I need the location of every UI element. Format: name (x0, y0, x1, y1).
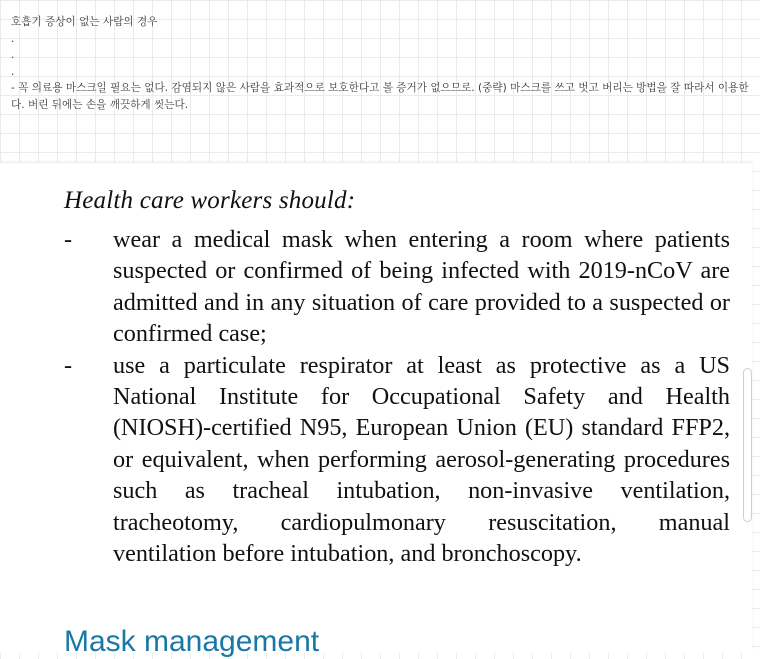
recommendation-list (64, 224, 730, 569)
scrollbar-thumb[interactable] (743, 368, 752, 522)
note-heading: 호흡기 증상이 없는 사람의 경우 (11, 16, 158, 28)
note-dot: . (11, 49, 15, 61)
list-item (64, 224, 730, 350)
bullet-dash: - (64, 351, 73, 379)
list-item-text: wear a medical mask when entering a room where patients suspected or confirmed of being infected with 2019-nCoV are admitted and in any situation of care provided to a suspected or confirmed case; (113, 226, 730, 348)
next-section-heading: Mask management (64, 625, 320, 658)
memo-note (11, 14, 753, 113)
note-dot: . (11, 65, 15, 78)
list-item (64, 350, 730, 570)
note-body: - 꼭 의료용 마스크일 필요는 없다. 감염되지 않은 사람을 효과적으로 보호한다고 볼 증거가 없으므로. (중략) 마스크를 쓰고 벗고 버리는 방법을 잘 따라서 이용한다. 버린 뒤에는 손을 깨끗하게 씻는다. (11, 82, 749, 111)
document-title: Health care workers should: (64, 187, 356, 214)
bullet-dash: - (64, 226, 73, 253)
note-dot: . (11, 32, 15, 45)
document-image (0, 162, 752, 658)
list-item-text: use a particulate respirator at least as protective as a US National Institute for Occupational Safety and Health (NIOSH)-certified N95, European Union (EU) standard FFP2, or equivalent, when performing aerosol-generating procedures such as tracheal intubation, non-invasive ventilation, tracheotomy, cardiopulmonary resuscitation, manual ventilation before intubation, and bronchoscopy. (113, 351, 730, 568)
